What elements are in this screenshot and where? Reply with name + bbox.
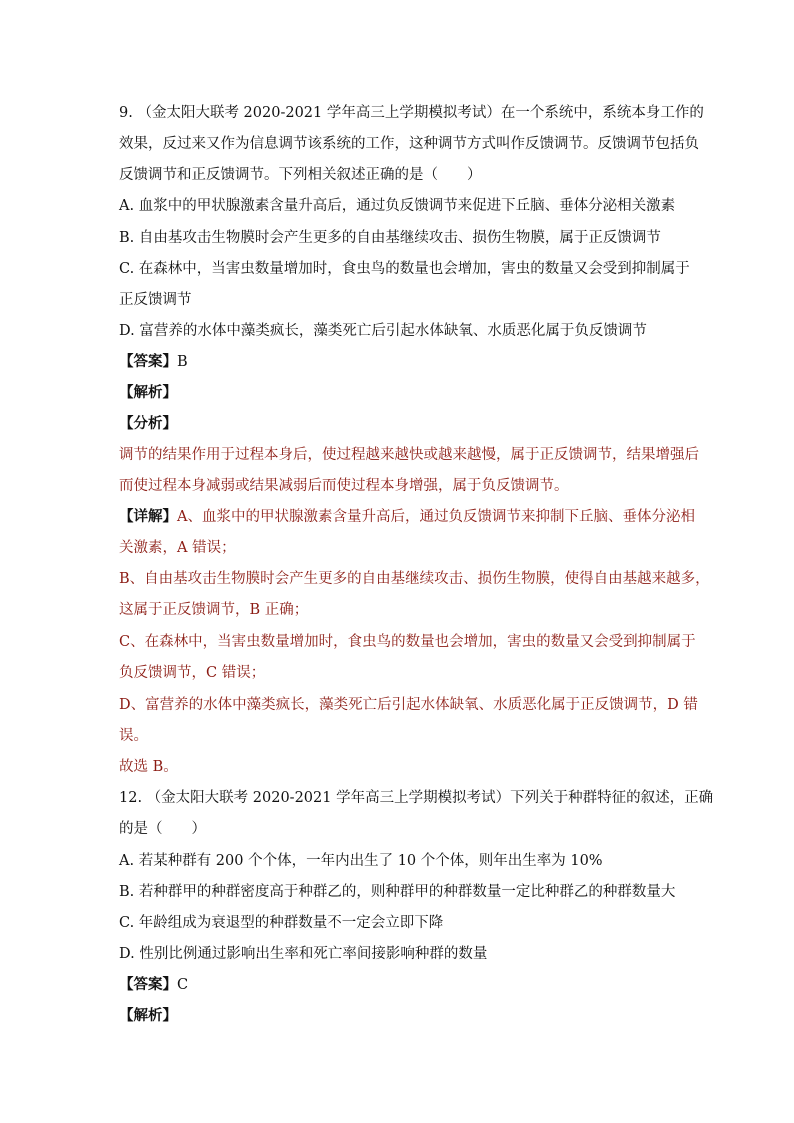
q9-detail-line-6: 负反馈调节，C 错误； xyxy=(119,665,266,681)
q9-answer-label: 【答案】 xyxy=(119,353,177,370)
q9-stem-line-2: 效果，反过来又作为信息调节该系统的工作，这种调节方式叫作反馈调节。反馈调节包括负 xyxy=(119,136,699,152)
q9-stem-line-3: 反馈调节和正反馈调节。下列相关叙述正确的是（ ） xyxy=(119,167,482,183)
q9-detail-line-1 xyxy=(119,507,695,527)
q9-answer-value: B xyxy=(177,354,188,370)
q9-option-c-cont: 正反馈调节 xyxy=(119,292,192,308)
q12-option-d: D. 性别比例通过影响出生率和死亡率间接影响种群的数量 xyxy=(119,946,488,962)
q12-option-c: C. 年龄组成为衰退型的种群数量不一定会立即下降 xyxy=(119,915,444,931)
q12-option-a: A. 若某种群有 200 个个体，一年内出生了 10 个个体，则年出生率为 10% xyxy=(119,853,603,869)
q12-analysis-label: 【解析】 xyxy=(119,1007,177,1024)
q9-detail-label: 【详解】 xyxy=(119,508,177,525)
q9-detail-line-8: 误。 xyxy=(119,728,148,744)
q9-detail-line-2: 关激素，A 错误； xyxy=(119,540,236,556)
q9-fenxi-line-2: 而使过程本身减弱或结果减弱后而使过程本身增强，属于负反馈调节。 xyxy=(119,478,569,494)
q12-answer-value: C xyxy=(177,977,189,993)
q9-detail-line-7: D、富营养的水体中藻类疯长，藻类死亡后引起水体缺氧、水质恶化属于正反馈调节，D 错 xyxy=(119,697,698,713)
q9-detail-text-a: A、血浆中的甲状腺激素含量升高后，通过负反馈调节来抑制下丘脑、垂体分泌相 xyxy=(177,509,695,525)
q9-detail-line-3: B、自由基攻击生物膜时会产生更多的自由基继续攻击、损伤生物膜，使得自由基越来越多， xyxy=(119,571,710,587)
q9-option-a: A. 血浆中的甲状腺激素含量升高后，通过负反馈调节来促进下丘脑、垂体分泌相关激素 xyxy=(119,198,676,214)
q12-answer xyxy=(119,975,188,995)
q12-option-b: B. 若种群甲的种群密度高于种群乙的，则种群甲的种群数量一定比种群乙的种群数量大 xyxy=(119,884,676,900)
q9-analysis-label: 【解析】 xyxy=(119,384,177,401)
q9-answer xyxy=(119,352,188,372)
q9-stem-line-1: 9. （金太阳大联考 2020-2021 学年高三上学期模拟考试）在一个系统中，系统本身工作的 xyxy=(119,105,704,121)
q12-stem-line-2: 的是（ ） xyxy=(119,821,206,837)
q9-option-b: B. 自由基攻击生物膜时会产生更多的自由基继续攻击、损伤生物膜，属于正反馈调节 xyxy=(119,230,661,246)
q12-stem-line-1: 12. （金太阳大联考 2020-2021 学年高三上学期模拟考试）下列关于种群特征的叙述，正确 xyxy=(119,790,714,806)
q9-conclusion: 故选 B。 xyxy=(119,759,178,775)
q9-fenxi-line-1: 调节的结果作用于过程本身后，使过程越来越快或越来越慢，属于正反馈调节，结果增强后 xyxy=(119,447,699,463)
q9-detail-line-4: 这属于正反馈调节，B 正确； xyxy=(119,602,309,618)
q9-detail-line-5: C、在森林中，当害虫数量增加时，食虫鸟的数量也会增加，害虫的数量又会受到抑制属于 xyxy=(119,634,696,650)
q9-option-c: C. 在森林中，当害虫数量增加时，食虫鸟的数量也会增加，害虫的数量又会受到抑制属于 xyxy=(119,261,690,277)
q9-option-d: D. 富营养的水体中藻类疯长，藻类死亡后引起水体缺氧、水质恶化属于负反馈调节 xyxy=(119,323,647,339)
q9-fenxi-label: 【分析】 xyxy=(119,415,177,432)
q12-answer-label: 【答案】 xyxy=(119,976,177,993)
